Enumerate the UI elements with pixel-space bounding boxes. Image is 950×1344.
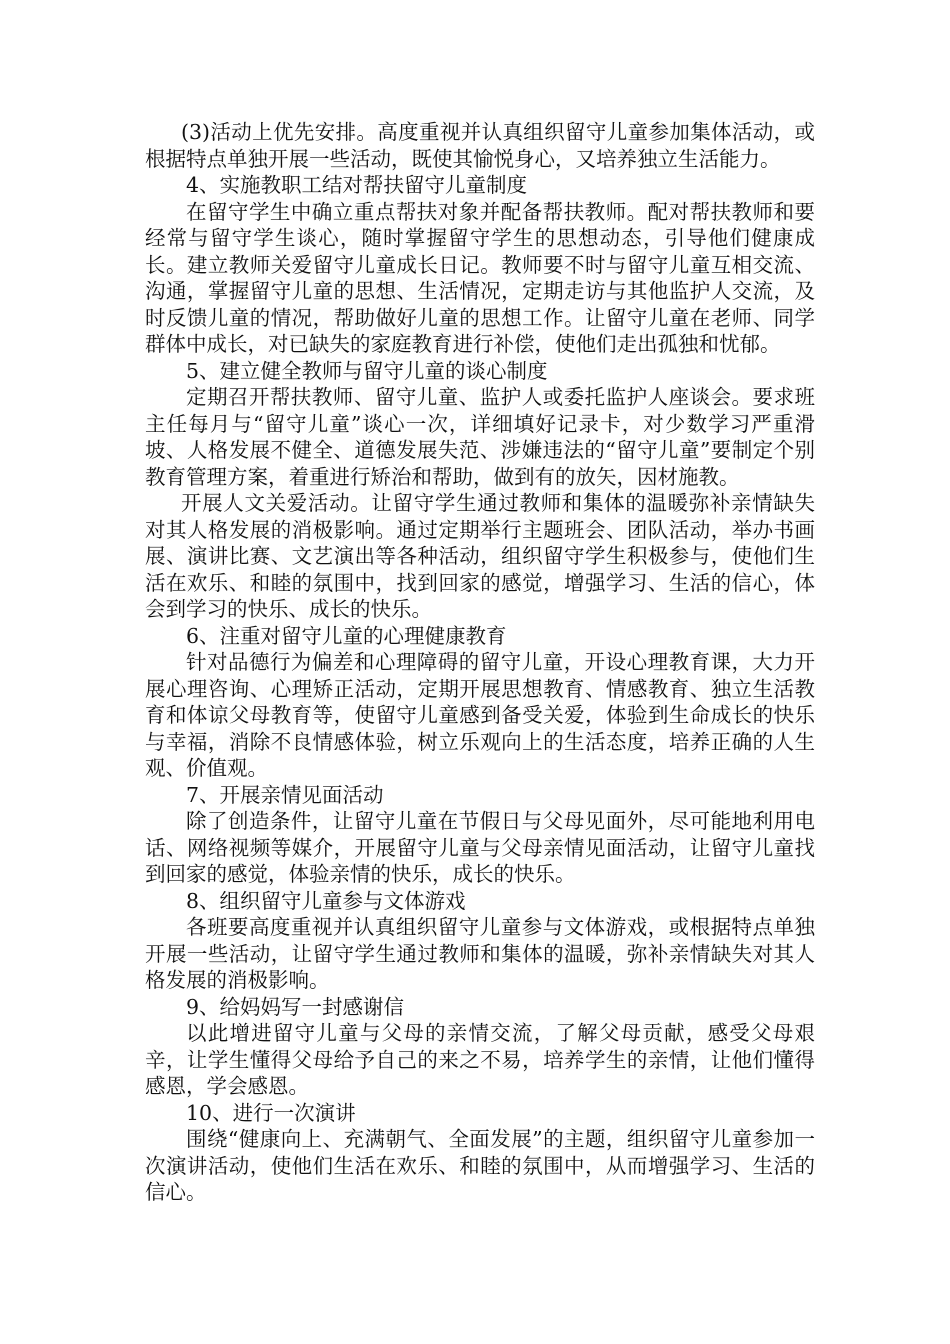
paragraph-heart-to-heart: 定期召开帮扶教师、留守儿童、监护人或委托监护人座谈会。要求班主任每月与“留守儿童”谈心一次，详细填好记录卡，对少数学习严重滑坡、人格发展不健全、道德发展失范、涉嫌违法的“留守儿童”要制定个别教育管理方案，着重进行矫治和帮助，做到有的放矢，因材施教。 — [145, 385, 815, 489]
heading-4-teacher-pairing: 4、实施教职工结对帮扶留守儿童制度 — [186, 173, 528, 197]
paragraph-teacher-pairing: 在留守学生中确立重点帮扶对象并配备帮扶教师。配对帮扶教师和要经常与留守学生谈心，随时掌握留守学生的思想动态，引导他们健康成长。建立教师关爱留守儿童成长日记。教师要不时与留守儿童互相交流、沟通，掌握留守儿童的思想、生活情况，定期走访与其他监护人交流，及时反馈儿童的情况，帮助做好儿童的思想工作。让留守儿童在老师、同学群体中成长，对已缺失的家庭教育进行补偿，使他们走出孤独和忧郁。 — [145, 199, 815, 356]
paragraph-humanistic-care: 开展人文关爱活动。让留守学生通过教师和集体的温暖弥补亲情缺失对其人格发展的消极影响。通过定期举行主题班会、团队活动，举办书画展、演讲比赛、文艺演出等各种活动，组织留守学生积极参与，使他们生活在欢乐、和睦的氛围中，找到回家的感觉，增强学习、生活的信心，体会到学习的快乐、成长的快乐。 — [145, 491, 815, 621]
paragraph-priority-activities: (3)活动上优先安排。高度重视并认真组织留守儿童参加集体活动，或根据特点单独开展一些活动，既使其愉悦身心，又培养独立生活能力。 — [145, 120, 815, 171]
heading-10-speech: 10、进行一次演讲 — [186, 1100, 356, 1125]
document-body — [145, 119, 815, 1206]
heading-6-mental-health: 6、注重对留守儿童的心理健康教育 — [186, 623, 507, 648]
paragraph-family-meeting: 除了创造条件，让留守儿童在节假日与父母见面外，尽可能地利用电话、网络视频等媒介，开展留守儿童与父母亲情见面活动，让留守儿童找到回家的感觉，体验亲情的快乐，成长的快乐。 — [145, 809, 815, 886]
heading-8-recreation-games: 8、组织留守儿童参与文体游戏 — [186, 888, 466, 913]
paragraph-mental-health: 针对品德行为偏差和心理障碍的留守儿童，开设心理教育课，大力开展心理咨询、心理矫正活动，定期开展思想教育、情感教育、独立生活教育和体谅父母教育等，使留守儿童感到备受关爱，体验到生命成长的快乐与幸福，消除不良情感体验，树立乐观向上的生活态度，培养正确的人生观、价值观。 — [145, 650, 815, 780]
heading-5-heart-to-heart: 5、建立健全教师与留守儿童的谈心制度 — [186, 358, 548, 383]
heading-7-family-meeting: 7、开展亲情见面活动 — [186, 782, 384, 807]
paragraph-recreation-games: 各班要高度重视并认真组织留守儿童参与文体游戏，或根据特点单独开展一些活动，让留守学生通过教师和集体的温暖，弥补亲情缺失对其人格发展的消极影响。 — [145, 915, 815, 992]
paragraph-speech: 围绕“健康向上、充满朝气、全面发展”的主题，组织留守儿童参加一次演讲活动，使他们生活在欢乐、和睦的氛围中，从而增强学习、生活的信心。 — [145, 1127, 815, 1204]
heading-9-thank-you-letter: 9、给妈妈写一封感谢信 — [186, 994, 405, 1019]
paragraph-thank-you-letter: 以此增进留守儿童与父母的亲情交流，了解父母贡献，感受父母艰辛，让学生懂得父母给予自己的来之不易，培养学生的亲情，让他们懂得感恩，学会感恩。 — [145, 1021, 815, 1098]
